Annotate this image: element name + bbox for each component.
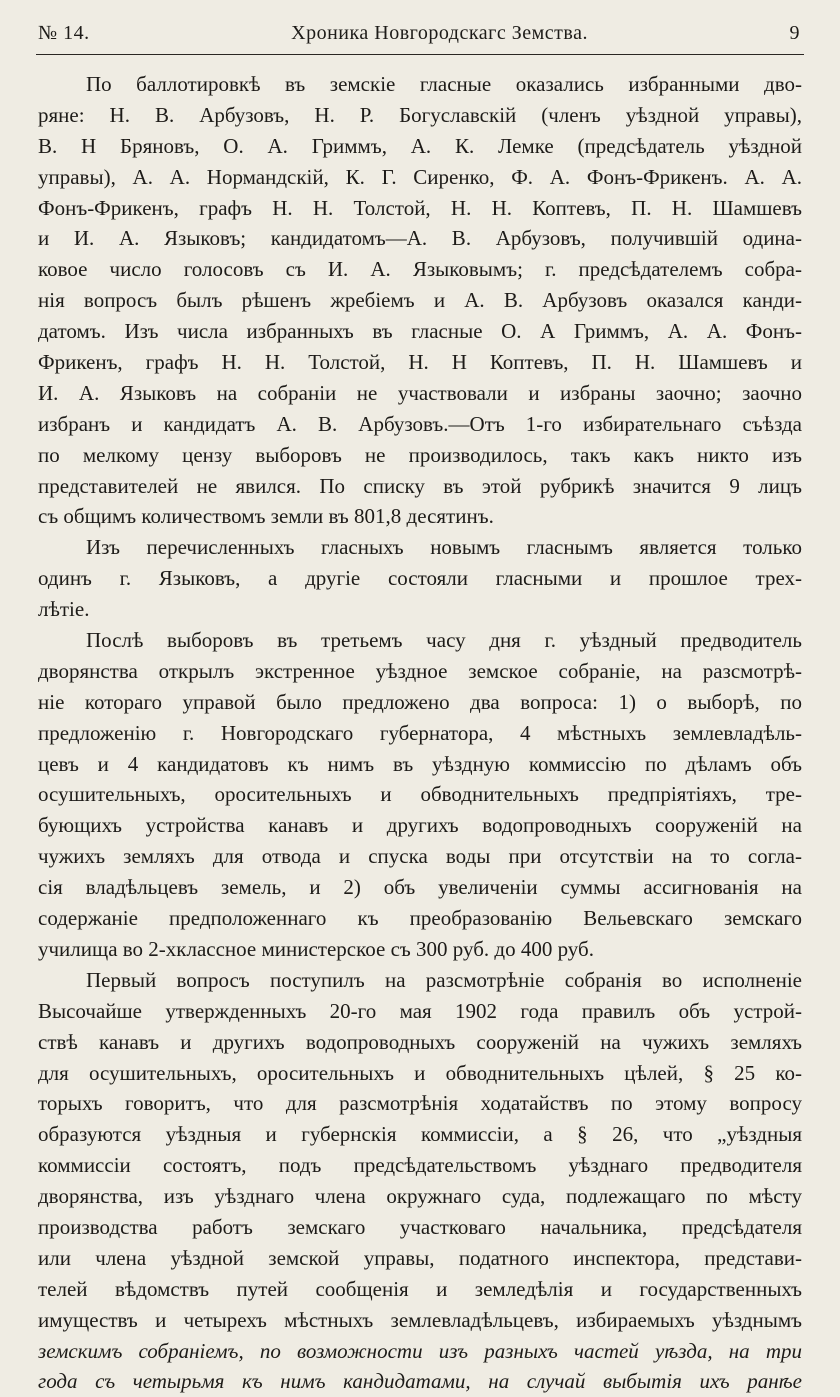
- text-line: земскимъ собраніемъ, по возможности изъ разныхъ частей уѣзда, на три: [38, 1338, 802, 1363]
- text-line: ковое число голосовъ съ И. А. Языковымъ; г. предсѣдателемъ собра-: [38, 257, 802, 282]
- text-line: осушительныхъ, оросительныхъ и обводнительныхъ предпріятіяхъ, тре-: [38, 782, 802, 807]
- text-line: торыхъ говоритъ, что для разсмотрѣнія ходатайствъ по этому вопросу: [38, 1091, 802, 1116]
- text-line: По баллотировкѣ въ земскіе гласные оказались избранными дво-: [86, 72, 802, 96]
- text-line: чужихъ земляхъ для отвода и спуска воды при отсутствіи на то согла-: [38, 844, 802, 869]
- text-line: ряне: Н. В. Арбузовъ, Н. Р. Богуславскій (членъ уѣздной управы),: [38, 102, 802, 127]
- text-line: представителей не явился. По списку въ этой рубрикѣ значится 9 лицъ: [38, 473, 802, 498]
- text-line: имуществъ и четырехъ мѣстныхъ землевладѣльцевъ, избираемыхъ уѣзднымъ: [38, 1307, 802, 1332]
- text-line: одинъ г. Языковъ, а другіе состояли гласными и прошлое трех-: [38, 566, 802, 591]
- text-line: по мелкому цензу выборовъ не производилось, такъ какъ никто изъ: [38, 442, 802, 467]
- text-line: телей вѣдомствъ путей сообщенія и земледѣлія и государственныхъ: [38, 1276, 802, 1301]
- text-line: Изъ перечисленныхъ гласныхъ новымъ гласнымъ является только: [86, 535, 802, 560]
- text-line: избранъ и кандидатъ А. В. Арбузовъ.—Отъ 1-го избирательнаго съѣзда: [38, 411, 802, 436]
- text-line: бующихъ устройства канавъ и другихъ водопроводныхъ сооруженій на: [38, 813, 802, 838]
- text-line: коммиссіи состоятъ, подъ предсѣдательствомъ уѣзднаго предводителя: [38, 1153, 802, 1178]
- text-line: для осушительныхъ, оросительныхъ и обводнительныхъ цѣлей, § 25 ко-: [38, 1060, 802, 1085]
- text-line: Фрикенъ, графъ Н. Н. Толстой, Н. Н Коптевъ, П. Н. Шамшевъ и: [38, 350, 802, 375]
- text-line: цевъ и 4 кандидатовъ къ нимъ въ уѣздную коммиссію по дѣламъ объ: [38, 751, 802, 776]
- text-line: сія владѣльцевъ земель, и 2) объ увеличеніи суммы ассигнованія на: [38, 875, 802, 900]
- running-header: [38, 22, 800, 52]
- text-line: Первый вопросъ поступилъ на разсмотрѣніе собранія во исполненіе: [86, 967, 802, 992]
- text-line: училища во 2-хклассное министерское съ 300 руб. до 400 руб.: [38, 936, 594, 961]
- text-line: дворянства, изъ уѣзднаго члена окружнаго суда, подлежащаго по мѣсту: [38, 1184, 802, 1209]
- text-line: образуются уѣздныя и губернскія коммиссіи, а § 26, что „уѣздныя: [38, 1122, 802, 1147]
- text-line: Фонъ-Фрикенъ, графъ Н. Н. Толстой, Н. Н. Коптевъ, П. Н. Шамшевъ: [38, 195, 802, 220]
- text-line: года съ четырьмя къ нимъ кандидатами, на случай выбытія ихъ ранѣе: [38, 1369, 802, 1394]
- text-line: ствѣ канавъ и другихъ водопроводныхъ сооруженій на чужихъ земляхъ: [38, 1029, 802, 1054]
- text-line: содержаніе предположеннаго къ преобразованію Вельевскаго земскаго: [38, 906, 802, 931]
- text-line: Послѣ выборовъ въ третьемъ часу дня г. уѣздный предводитель: [86, 628, 802, 653]
- text-line: Высочайше утвержденныхъ 20-го мая 1902 года правилъ объ устрой-: [38, 998, 802, 1023]
- journal-title: Хроника Новгородскагс Земства.: [291, 22, 588, 44]
- text-line: производства работъ земскаго участковаго начальника, предсѣдателя: [38, 1214, 802, 1239]
- header-rule: [36, 54, 804, 55]
- text-line: нія вопросъ былъ рѣшенъ жребіемъ и А. В. Арбузовъ оказался канди-: [38, 288, 802, 313]
- text-line: съ общимъ количествомъ земли въ 801,8 десятинъ.: [38, 504, 494, 529]
- text-line: предложенію г. Новгородскаго губернатора, 4 мѣстныхъ землевладѣль-: [38, 720, 802, 745]
- text-line: лѣтіе.: [38, 597, 90, 622]
- text-line: В. Н Бряновъ, О. А. Гриммъ, А. К. Лемке (предсѣдатель уѣздной: [38, 133, 802, 158]
- text-line: управы), А. А. Нормандскій, К. Г. Сиренко, Ф. А. Фонъ-Фрикенъ. А. А.: [38, 164, 802, 189]
- page-number: 9: [789, 22, 800, 44]
- text-line: или члена уѣздной земской управы, податного инспектора, представи-: [38, 1245, 802, 1270]
- body-text: [38, 69, 802, 1397]
- text-line: ніе котораго управой было предложено два вопроса: 1) о выборѣ, по: [38, 689, 802, 714]
- issue-number: № 14.: [38, 22, 90, 44]
- text-line: и И. А. Языковъ; кандидатомъ—А. В. Арбузовъ, получившій одина-: [38, 226, 802, 251]
- text-line: И. А. Языковъ на собраніи не участвовали и избраны заочно; заочно: [38, 380, 802, 405]
- text-line: датомъ. Изъ числа избранныхъ въ гласные О. А Гриммъ, А. А. Фонъ-: [38, 319, 802, 344]
- text-line: дворянства открылъ экстренное уѣздное земское собраніе, на разсмотрѣ-: [38, 658, 802, 683]
